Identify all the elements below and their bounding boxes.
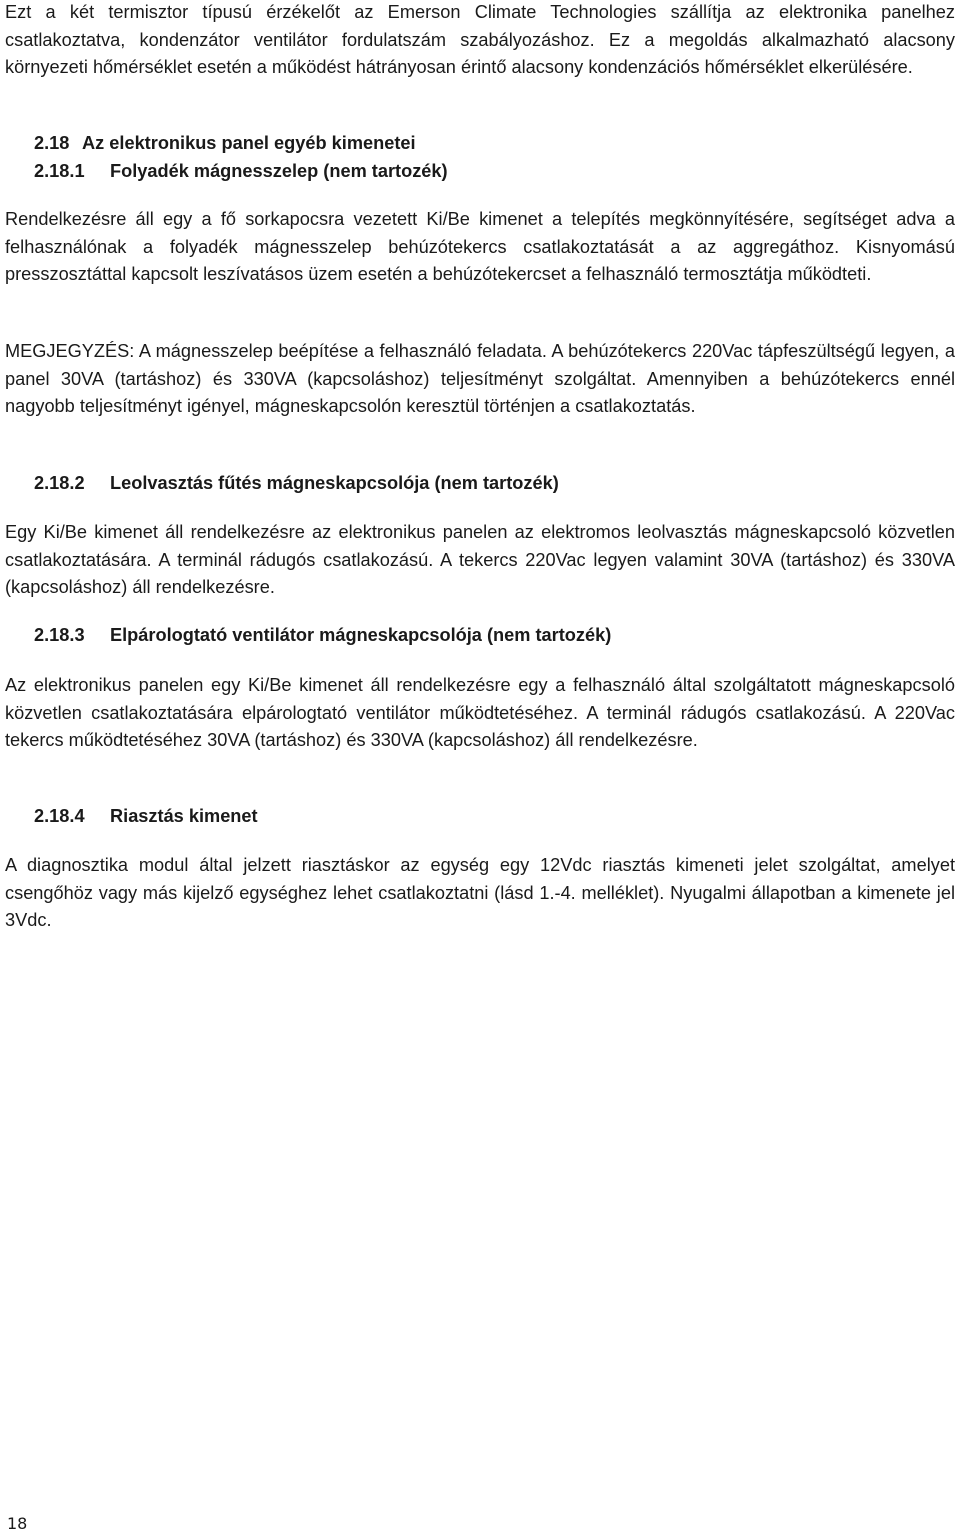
subsection-heading-2-18-1 xyxy=(5,158,448,186)
subsection-number: 2.18.1 xyxy=(34,161,85,181)
paragraph-note: MEGJEGYZÉS: A mágnesszelep beépítése a felhasználó feladata. A behúzótekercs 220Vac tápfeszültségű legyen, a panel 30VA (tartáshoz) és 330VA (kapcsoláshoz) teljesítményt szolgáltat. Amennyiben a behúzótekercs ennél nagyobb teljesítményt igényel, mágneskapcsolón keresztül történjen a csatlakoztatás. xyxy=(5,341,955,417)
subsection-number: 2.18.3 xyxy=(34,625,85,645)
subsection-number: 2.18.2 xyxy=(34,473,85,493)
paragraph-evaporator-fan: Az elektronikus panelen egy Ki/Be kimenet áll rendelkezésre egy a felhasználó által szolgáltatott mágneskapcsoló közvetlen csatlakoztatására elpárologtató ventilátor működtetéséhez. A terminál rádugós csatlakozású. A 220Vac tekercs működtetéséhez 30VA (tartáshoz) és 330VA (kapcsoláshoz) áll rendelkezésre. xyxy=(5,675,955,751)
section-number: 2.18 xyxy=(34,133,70,153)
subsection-title: Folyadék mágnesszelep (nem tartozék) xyxy=(110,161,448,181)
subsection-title: Elpárologtató ventilátor mágneskapcsolója (nem tartozék) xyxy=(110,625,612,645)
subsection-heading-2-18-2 xyxy=(5,470,559,498)
subsection-heading-2-18-3 xyxy=(5,622,611,650)
subsection-title: Riasztás kimenet xyxy=(110,806,258,826)
paragraph-alarm: A diagnosztika modul által jelzett riasztáskor az egység egy 12Vdc riasztás kimeneti jelet szolgáltat, amelyet csengőhöz vagy más kijelző egységhez lehet csatlakoztatni (lásd 1.-4. melléklet). Nyugalmi állapotban a kimenete jel 3Vdc. xyxy=(5,855,955,931)
subsection-heading-2-18-4 xyxy=(5,803,258,831)
subsection-number: 2.18.4 xyxy=(34,806,85,826)
page-number: 18 xyxy=(7,1514,28,1533)
paragraph-solenoid: Rendelkezésre áll egy a fő sorkapocsra vezetett Ki/Be kimenet a telepítés megkönnyítésére, segítséget adva a felhasználónak a folyadék mágnesszelep behúzótekercs csatlakoztatását a az aggregáthoz. Kisnyomású presszosztáttal kapcsolt leszívatásos üzem esetén a behúzótekercset a felhasználó termosztátja működteti. xyxy=(5,209,955,285)
paragraph-defrost: Egy Ki/Be kimenet áll rendelkezésre az elektronikus panelen az elektromos leolvasztás mágneskapcsoló közvetlen csatlakoztatására. A terminál rádugós csatlakozású. A tekercs 220Vac legyen valamint 30VA (tartáshoz) és 330VA (kapcsoláshoz) áll rendelkezésre. xyxy=(5,522,955,598)
section-title: Az elektronikus panel egyéb kimenetei xyxy=(82,133,416,153)
section-heading xyxy=(5,130,416,158)
subsection-title: Leolvasztás fűtés mágneskapcsolója (nem tartozék) xyxy=(110,473,559,493)
intro-paragraph: Ezt a két termisztor típusú érzékelőt az Emerson Climate Technologies szállítja az elektronika panelhez csatlakoztatva, kondenzátor ventilátor fordulatszám szabályozáshoz. Ez a megoldás alkalmazható alacsony környezeti hőmérséklet esetén a működést hátrányosan érintő alacsony kondenzációs hőmérséklet elkerülésére. xyxy=(5,2,955,78)
